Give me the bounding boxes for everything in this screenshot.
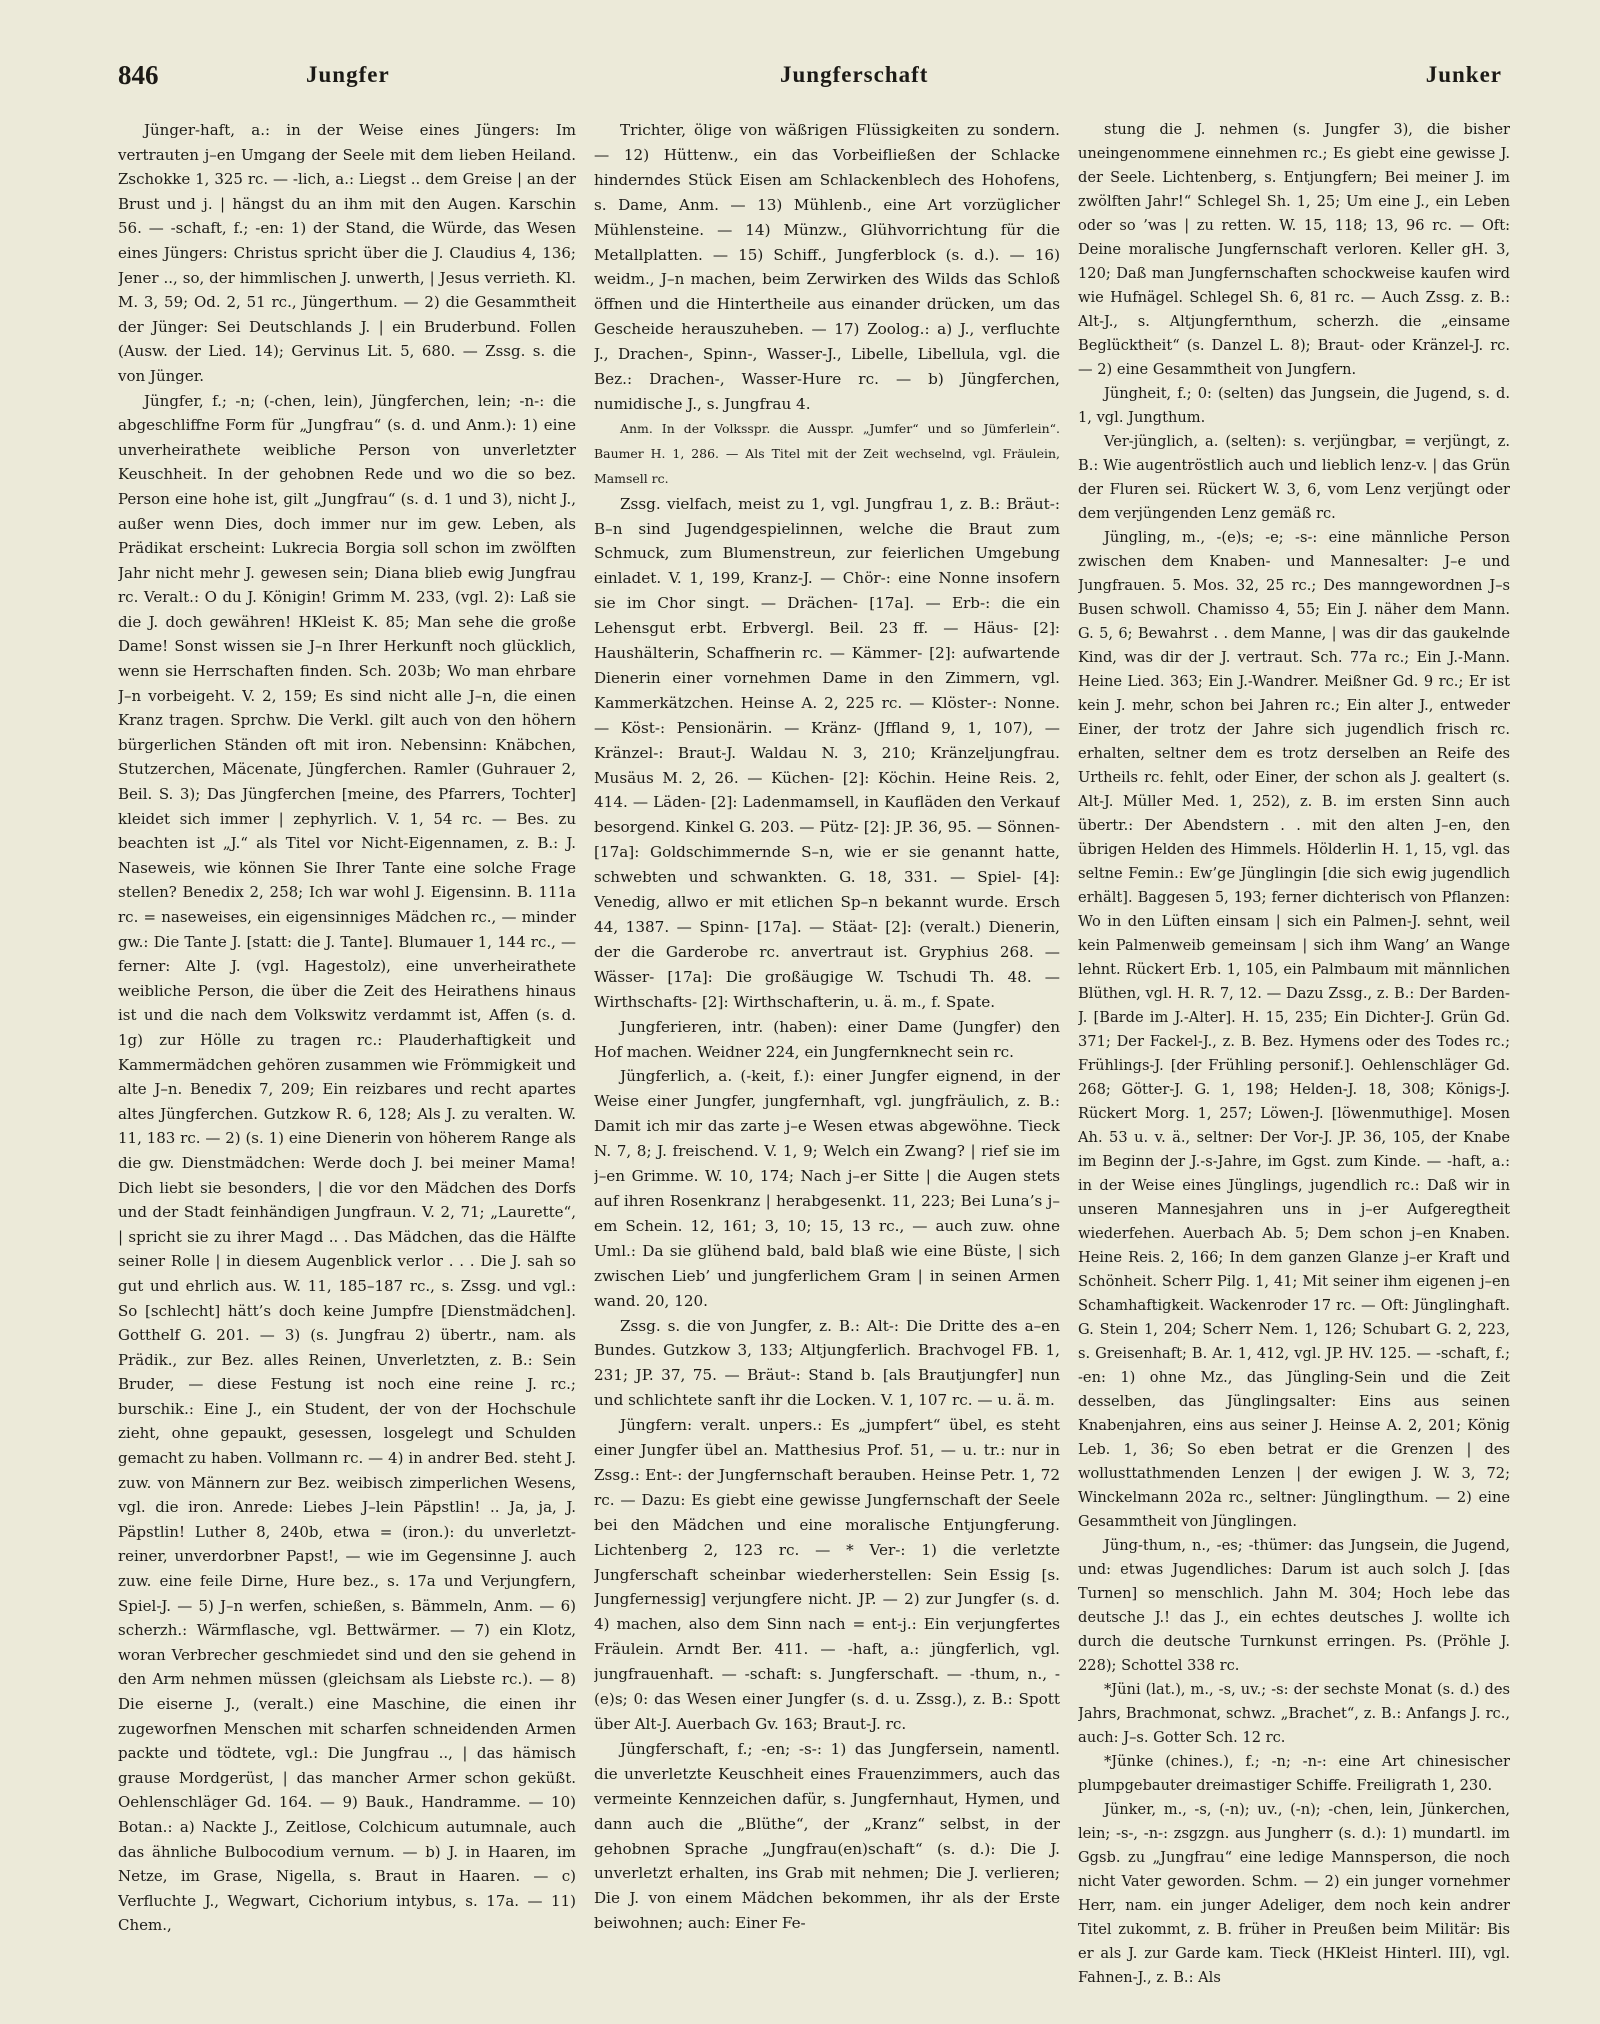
entry: Jungferieren, intr. (haben): einer Dame (Jungfer) den Hof machen. Weidner 224, ein Jungfernknecht sein rc.	[594, 1017, 1060, 1061]
entry: Zssg. vielfach, meist zu 1, vgl. Jungfrau 1, z. B.: Bräut-: B–n sind Jugendgespielinnen, welche die Braut zum Schmuck, zum Blumenstreun, zur feierlichen Umgebung einladet. V. 1, 199, Kranz-J. — Chör-: eine Nonne insofern sie im Chor singt. — Drächen- [17a]. — Erb-: die ein Lehensgut erbt. Erbvergl. Beil. 23 ff. — Häus- [2]: Haushälterin, Schaffnerin rc. — Kämmer- [2]: aufwartende Dienerin einer vornehmen Dame in den Zimmern, vgl. Kammerkätzchen. Heinse A. 2, 225 rc. — Klöster-: Nonne. — Köst-: Pensionärin. — Kränz- (Jffland 9, 1, 107), — Kränzel-: Braut-J. Waldau N. 3, 210; Kränzeljungfrau. Musäus M. 2, 26. — Küchen- [2]: Köchin. Heine Reis. 2, 414. — Läden- [2]: Ladenmamsell, in Kaufläden den Verkauf besorgend. Kinkel G. 203. — Pütz- [2]: JP. 36, 95. — Sönnen- [17a]: Goldschimmernde S–n, wie er sie genannt hatte, schwebten und schwankten. G. 18, 331. — Spiel- [4]: Venedig, allwo er mit etlichen Sp–n bekannt wurde. Ersch 44, 1387. — Spinn- [17a]. — Stäat- [2]: (veralt.) Dienerin, der die Garderobe rc. anvertraut ist. Gryphius 268. — Wässer- [17a]: Die großäugige W. Tschudi Th. 48. — Wirthschafts- [2]: Wirthschafterin, u. ä. m., f. Spate.	[594, 494, 1060, 1011]
entry: Jüngfer, f.; -n; (-chen, lein), Jüngferchen, lein; -n-: die abgeschliffne Form für „Jungfrau“ (s. d. und Anm.): 1) eine unverheirathete weibliche Person von unverletzter Keuschheit. In der gehobnen Rede und wo die so bez. Person eine hohe ist, gilt „Jungfrau“ (s. d. 1 und 3), nicht J., außer wenn Dies, doch immer nur im gew. Leben, als Prädikat erscheint: Lukrecia Borgia soll schon im zwölften Jahr nicht mehr J. gewesen sein; Diana blieb ewig Jungfrau rc. Veralt.: O du J. Königin! Grimm M. 233, (vgl. 2): Laß sie die J. doch gewähren! HKleist K. 85; Man sehe die große Dame! Sonst wissen sie J–n Ihrer Herkunft noch glücklich, wenn sie Herrschaften finden. Sch. 203b; Wo man ehrbare J–n vorbeigeht. V. 2, 159; Es sind nicht alle J–n, die einen Kranz tragen. Sprchw. Die Verkl. gilt auch von den höhern bürgerlichen Ständen oft mit iron. Nebensinn: Knäbchen, Stutzerchen, Mäcenate, Jüngferchen. Ramler (Guhrauer 2, Beil. S. 3); Das Jüngferchen [meine, des Pfarrers, Tochter] kleidet sich immer | zephyrlich. V. 1, 54 rc. — Bes. zu beachten ist „J.“ als Titel vor Nicht-Eigennamen, z. B.: J. Naseweis, wie können Sie Ihrer Tante eine solche Frage stellen? Benedix 2, 258; Ich war wohl J. Eigensinn. B. 111a rc. = naseweises, ein eigensinniges Mädchen rc., — minder gw.: Die Tante J. [statt: die J. Tante]. Blumauer 1, 144 rc., — ferner: Alte J. (vgl. Hagestolz), eine unverheirathete weibliche Person, die über die Zeit des Heirathens hinaus ist und die nach dem Volkswitz verdammt ist, Affen (s. d. 1g) zur Hölle zu tragen rc.: Plauderhaftigkeit und Kammermädchen gehören zusammen wie Frömmigkeit und alte J–n. Benedix 7, 209; Ein reizbares und recht apartes altes Jüngferchen. Gutzkow R. 6, 128; Als J. zu veralten. W. 11, 183 rc. — 2) (s. 1) eine Dienerin von höherem Range als die gw. Dienstmädchen: Werde doch J. bei meiner Mama! Dich liebt sie besonders, | die vor den Mädchen des Dorfs und der Stadt feinhändigen Jungfraun. V. 2, 71; „Laurette“, | spricht sie zu ihrer Magd .. . Das Mädchen, das die Hälfte seiner Rolle | in diesem Augenblick verlor . . . Die J. sah so gut und ehrlich aus. W. 11, 185–187 rc., s. Zssg. und vgl.: So [schlecht] hätt’s doch keine Jumpfre [Dienstmädchen]. Gotthelf G. 201. — 3) (s. Jungfrau 2) übertr., nam. als Prädik., zur Bez. alles Reinen, Unverletzten, z. B.: Sein Bruder, — diese Festung ist noch eine reine J. rc.; burschik.: Eine J., ein Student, der von der Hochschule zieht, ohne gepaukt, gesessen, losgelegt und Schulden gemacht zu haben. Vollmann rc. — 4) in andrer Bed. steht J. zuw. von Männern zur Bez. weibisch zimperlichen Wesens, vgl. die iron. Anrede: Liebes J–lein Päpstlin! .. Ja, ja, J. Päpstlin! Luther 8, 240b, etwa = (iron.): du unverletzt-reiner, unverdorbner Papst!, — wie im Gegensinne J. auch zuw. eine feile Dirne, Hure bez., s. 17a und Verjungfern, Spiel-J. — 5) J–n werfen, schießen, s. Bämmeln, Anm. — 6) scherzh.: Wärmflasche, vgl. Bettwärmer. — 7) ein Klotz, woran Verbrecher geschmiedet sind und den sie gehend in den Arm nehmen müssen (gleichsam als Liebste rc.). — 8) Die eiserne J., (veralt.) eine Maschine, die einen ihr zugeworfnen Menschen mit scharfen schneidenden Armen packte und tödtete, vgl.: Die Jungfrau .., | das hämisch grause Mordgerüst, | das mancher Armer schon geküßt. Oehlenschläger Gd. 164. — 9) Bauk., Handramme. — 10) Botan.: a) Nackte J., Zeitlose, Colchicum autumnale, auch das ähnliche Bulbocodium vernum. — b) J. in Haaren, im Netze, im Grase, Nigella, s. Braut in Haaren. — c) Verfluchte J., Wegwart, Cichorium intybus, s. 17a. — 11) Chem.,	[118, 391, 576, 1935]
running-head-left: Jungfer	[306, 62, 390, 87]
entry: Zssg. s. die von Jungfer, z. B.: Alt-: Die Dritte des a–en Bundes. Gutzkow 3, 133; Altjungferlich. Brachvogel FB. 1, 231; JP. 37, 75. — Bräut-: Stand b. [als Brautjungfer] nun und schlichtete sanft ihr die Locken. V. 1, 107 rc. — u. ä. m.	[594, 1316, 1060, 1410]
entry: Ver-jünglich, a. (selten): s. verjüngbar, = verjüngt, z. B.: Wie augentröstlich auch und lieblich lenz-v. | das Grün der Fluren sei. Rückert W. 3, 6, vom Lenz verjüngt oder dem verjüngenden Lenz gemäß rc.	[1078, 433, 1510, 522]
text-column-2	[594, 118, 1060, 1998]
entry: stung die J. nehmen (s. Jungfer 3), die bisher uneingenommene einnehmen rc.; Es giebt eine gewisse J. der Seele. Lichtenberg, s. Entjungfern; Bei meiner J. im zwölften Jahr!“ Schlegel Sh. 1, 25; Um eine J., ein Leben oder so ’was | zu retten. W. 15, 118; 13, 96 rc. — Oft: Deine moralische Jungfernschaft verloren. Keller gH. 3, 120; Daß man Jungfernschaften schockweise kaufen wird wie Hufnägel. Schlegel Sh. 6, 81 rc. — Auch Zssg. z. B.: Alt-J., s. Altjungfernthum, scherzh. die „einsame Beglücktheit“ (s. Danzel L. 8); Braut- oder Kränzel-J. rc. — 2) eine Gesammtheit von Jungfern.	[1078, 121, 1510, 378]
entry: Jünker, m., -s, (-n); uv., (-n); -chen, lein, Jünkerchen, lein; -s-, -n-: zsgzgn. aus Jungherr (s. d.): 1) mundartl. im Ggsb. zu „Jungfrau“ eine ledige Mannsperson, die noch nicht Vater geworden. Schm. — 2) ein junger vornehmer Herr, nam. ein junger Adeliger, dem noch kein andrer Titel zukommt, z. B. früher in Preußen beim Militär: Bis er als J. zur Garde kam. Tieck (HKleist Hinterl. III), vgl. Fahnen-J., z. B.: Als	[1078, 1801, 1510, 1986]
entry: Jüng-thum, n., -es; -thümer: das Jungsein, die Jugend, und: etwas Jugendliches: Darum ist auch solch J. [das Turnen] so menschlich. Jahn M. 304; Hoch lebe das deutsche J.! das J., ein echtes deutsches J. wollte ich durch die deutsche Turnkunst erringen. Ps. (Pröhle J. 228); Schottel 338 rc.	[1078, 1537, 1510, 1674]
running-head-right: Junker	[1425, 62, 1502, 87]
running-head-center: Jungferschaft	[780, 62, 929, 87]
entry: Jüngheit, f.; 0: (selten) das Jungsein, die Jugend, s. d. 1, vgl. Jungthum.	[1078, 385, 1510, 426]
entry: Jüngferschaft, f.; -en; -s-: 1) das Jungfersein, namentl. die unverletzte Keuschheit eines Frauenzimmers, auch das vermeinte Kennzeichen dafür, s. Jungfernhaut, Hymen, und dann auch die „Blüthe“, der „Kranz“ selbst, in der gehobnen Sprache „Jungfrau(en)schaft“ (s. d.): Die J. unverletzt erhalten, ins Grab mit nehmen; Die J. verlieren; Die J. von einem Mädchen bekommen, ihr als der Erste beiwohnen; auch: Einer Fe-	[594, 1739, 1060, 1933]
entry: Trichter, ölige von wäßrigen Flüssigkeiten zu sondern. — 12) Hüttenw., ein das Vorbeifließen der Schlacke hinderndes Stück Eisen am Schlackenblech des Hohofens, s. Dame, Anm. — 13) Mühlenb., eine Art vorzüglicher Mühlensteine. — 14) Münzw., Glühvorrichtung für die Metallplatten. — 15) Schiff., Jungferblock (s. d.). — 16) weidm., J–n machen, beim Zerwirken des Wilds das Schloß öffnen und die Hintertheile aus einander drücken, um das Gescheide herauszuheben. — 17) Zoolog.: a) J., verfluchte J., Drachen-, Spinn-, Wasser-J., Libelle, Libellula, vgl. die Bez.: Drachen-, Wasser-Hure rc. — b) Jüngferchen, numidische J., s. Jungfrau 4.	[594, 121, 1060, 413]
entry-note: Anm. In der Volksspr. die Ausspr. „Jumfer“ und so Jümferlein“. Baumer H. 1, 286. — Als Titel mit der Zeit wechselnd, vgl. Fräulein, Mamsell rc.	[594, 420, 1060, 486]
entry: Jüngling, m., -(e)s; -e; -s-: eine männliche Person zwischen dem Knaben- und Mannesalter: J–e und Jungfrauen. 5. Mos. 32, 25 rc.; Des manngewordnen J–s Busen schwoll. Chamisso 4, 55; Ein J. näher dem Mann. G. 5, 6; Bewahrst . . dem Manne, | was dir das gaukelnde Kind, was dir der J. vertraut. Sch. 77a rc.; Ein J.-Mann. Heine Lied. 363; Ein J.-Wandrer. Meißner Gd. 9 rc.; Er ist kein J. mehr, schon bei Jahren rc.; Ein alter J., entweder Einer, der trotz der Jahre sich jugendlich frisch rc. erhalten, seltner dem es trotz derselben an Reife des Urtheils rc. fehlt, oder Einer, der schon als J. gealtert (s. Alt-J. Müller Med. 1, 252), z. B. im ersten Sinn auch übertr.: Der Abendstern . . mit den alten J–en, den übrigen Helden des Himmels. Hölderlin H. 1, 15, vgl. das seltne Femin.: Ew’ge Jünglingin [die sich ewig jugendlich erhält]. Baggesen 5, 193; ferner dichterisch von Pflanzen: Wo in den Lüften einsam | sich ein Palmen-J. sehnt, weil kein Palmenweib gemeinsam | sich ihm Wang’ an Wange lehnt. Rückert Erb. 1, 105, ein Palmbaum mit männlichen Blüthen, vgl. H. R. 7, 12. — Dazu Zssg., z. B.: Der Barden-J. [Barde im J.-Alter]. H. 15, 235; Ein Dichter-J. Grün Gd. 371; Der Fackel-J., z. B. Bez. Hymens oder des Todes rc.; Frühlings-J. [der Frühling personif.]. Oehlenschläger Gd. 268; Götter-J. G. 1, 198; Helden-J. 18, 308; Königs-J. Rückert Morg. 1, 257; Löwen-J. [löwenmuthige]. Mosen Ah. 53 u. v. ä., seltner: Der Vor-J. JP. 36, 105, der Knabe im Beginn der J.-s-Jahre, im Ggst. zum Kinde. — -haft, a.: in der Weise eines Jünglings, jugendlich rc.: Daß wir in unseren Mannesjahren uns in j–er Aufgeregtheit wiederfehen. Auerbach Ab. 5; Dem schon j–en Knaben. Heine Reis. 2, 166; In dem ganzen Glanze j–er Kraft und Schönheit. Scherr Pilg. 1, 41; Mit seiner ihm eigenen j–en Schamhaftigkeit. Wackenroder 17 rc. — Oft: Jünglinghaft. G. Stein 1, 204; Scherr Nem. 1, 126; Schubart G. 2, 223, s. Greisenhaft; B. Ar. 1, 412, vgl. JP. HV. 125. — -schaft, f.; -en: 1) ohne Mz., das Jüngling-Sein und die Zeit desselben, das Jünglingsalter: Eins aus seinen Knabenjahren, eins aus seiner J. Heinse A. 2, 201; König Leb. 1, 36; So eben betrat er die Grenzen | des wollusttathmenden Lenzen | der ewigen J. W. 3, 72; Winckelmann 202a rc., seltner: Jünglingthum. — 2) eine Gesammtheit von Jünglingen.	[1078, 529, 1510, 1530]
page-header	[118, 52, 1508, 98]
entry: Jüngfern: veralt. unpers.: Es „jumpfert“ übel, es steht einer Jungfer übel an. Matthesius Prof. 51, — u. tr.: nur in Zssg.: Ent-: der Jungfernschaft berauben. Heinse Petr. 1, 72 rc. — Dazu: Es giebt eine gewisse Jungfernschaft der Seele bei den Mädchen und eine moralische Entjungferung. Lichtenberg 2, 123 rc. — * Ver-: 1) die verletzte Jungferschaft scheinbar wiederherstellen: Sein Essig [s. Jungfernessig] verjungfere nicht. JP. — 2) zur Jungfer (s. d. 4) machen, also dem Sinn nach = ent-j.: Ein verjungfertes Fräulein. Arndt Ber. 411. — -haft, a.: jüngferlich, vgl. jungfrauenhaft. — -schaft: s. Jungferschaft. — -thum, n., -(e)s; 0: das Wesen einer Jungfer (s. d. u. Zssg.), z. B.: Spott über Alt-J. Auerbach Gv. 163; Braut-J. rc.	[594, 1416, 1060, 1733]
page-number: 846	[118, 60, 159, 90]
entry: Jünger-haft, a.: in der Weise eines Jüngers: Im vertrauten j–en Umgang der Seele mit dem lieben Heiland. Zschokke 1, 325 rc. — -lich, a.: Liegst .. dem Greise | an der Brust und j. | hängst du an ihm mit den Augen. Karschin 56. — -schaft, f.; -en: 1) der Stand, die Würde, das Wesen eines Jüngers: Christus spricht über die J. Claudius 4, 136; Jener .., so, der himmlischen J. unwerth, | Jesus verrieth. Kl. M. 3, 59; Od. 2, 51 rc., Jüngerthum. — 2) die Gesammtheit der Jünger: Sei Deutschlands J. | ein Bruderbund. Follen (Ausw. der Lied. 14); Gervinus Lit. 5, 680. — Zssg. s. die von Jünger.	[118, 121, 576, 385]
entry: Jüngferlich, a. (-keit, f.): einer Jungfer eignend, in der Weise einer Jungfer, jungfernhaft, vgl. jungfräulich, z. B.: Damit ich mir das zarte j–e Wesen etwas abgewöhne. Tieck N. 7, 8; J. freischend. V. 1, 9; Welch ein Zwang? | rief sie im j–en Grimme. W. 10, 174; Nach j–er Sitte | die Augen stets auf ihren Rosenkranz | herabgesenkt. 11, 223; Bei Luna’s j–em Schein. 12, 161; 3, 10; 15, 13 rc., — auch zuw. ohne Uml.: Da sie glühend bald, bald blaß wie eine Büste, | sich zwischen Lieb’ und jungferlichem Gram | in seinen Armen wand. 20, 120.	[594, 1067, 1060, 1310]
text-column-1	[118, 118, 576, 1998]
entry: *Jünke (chines.), f.; -n; -n-: eine Art chinesischer plumpgebauter dreimastiger Schiffe. Freiligrath 1, 230.	[1078, 1753, 1510, 1794]
text-column-3	[1078, 118, 1510, 1998]
entry: *Jüni (lat.), m., -s, uv.; -s: der sechste Monat (s. d.) des Jahrs, Brachmonat, schwz. „Brachet“, z. B.: Anfangs J. rc., auch: J–s. Gotter Sch. 12 rc.	[1078, 1681, 1510, 1746]
